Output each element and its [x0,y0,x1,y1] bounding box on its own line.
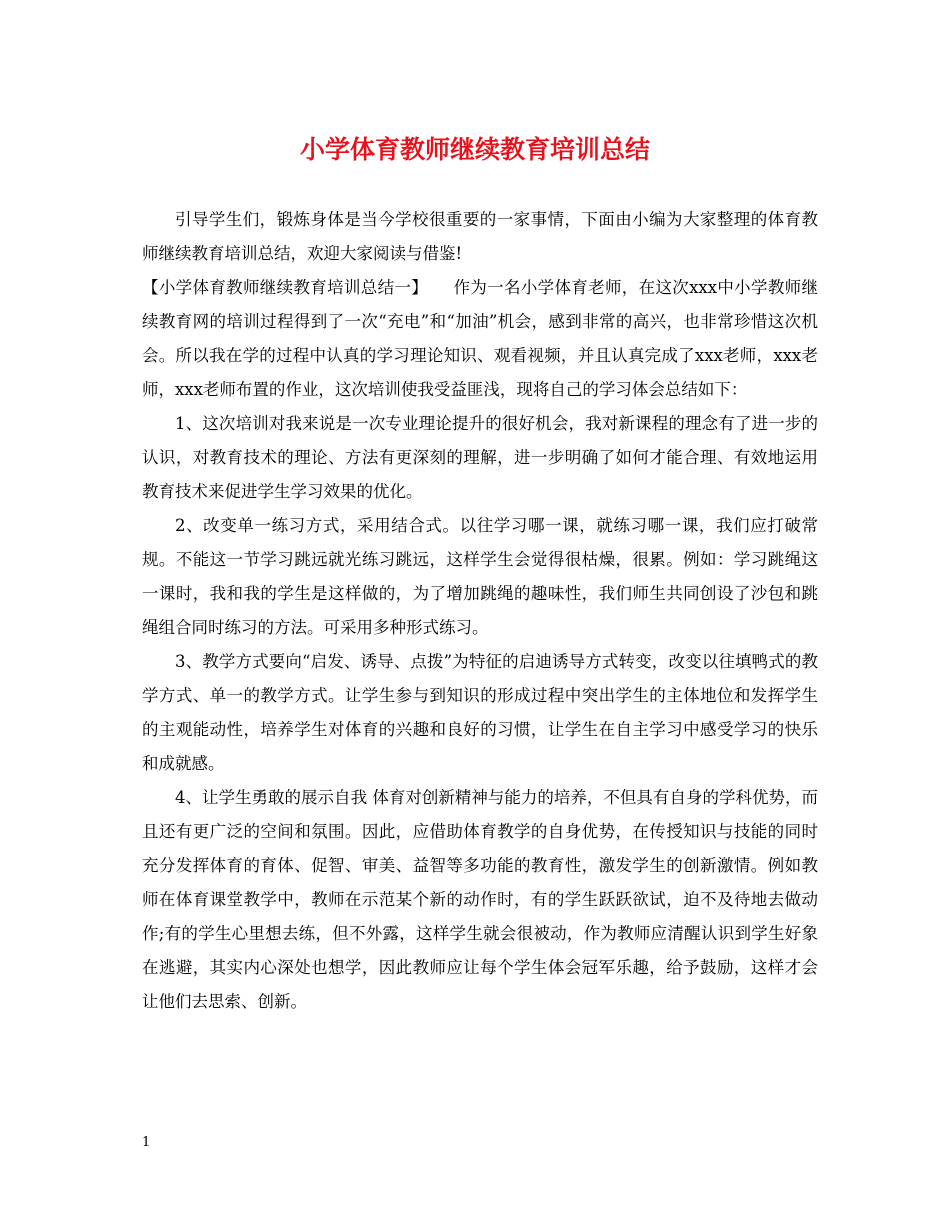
point-three-paragraph: 3、教学方式要向“启发、诱导、点拨”为特征的启迪诱导方式转变，改变以往填鸭式的教学方式、单一的教学方式。让学生参与到知识的形成过程中突出学生的主体地位和发挥学生的主观能动性，培养学生对体育的兴趣和良好的习惯，让学生在自主学习中感受学习的快乐和成就感。 [142,652,818,773]
intro-paragraph: 引导学生们，锻炼身体是当今学校很重要的一家事情，下面由小编为大家整理的体育教师继续教育培训总结，欢迎大家阅读与借鉴! [142,210,818,263]
point-two-paragraph: 2、改变单一练习方式，采用结合式。以往学习哪一课，就练习哪一课，我们应打破常规。不能这一节学习跳远就光练习跳远，这样学生会觉得很枯燥，很累。例如：学习跳绳这一课时，我和我的学生是这样做的，为了增加跳绳的趣味性，我们师生共同创设了沙包和跳绳组合同时练习的方法。可采用多种形式练习。 [142,516,818,637]
section-one-paragraph: 【小学体育教师继续教育培训总结一】 作为一名小学体育老师，在这次xxx中小学教师继续教育网的培训过程得到了一次“充电”和“加油”机会，感到非常的高兴，也非常珍惜这次机会。所以我在学的过程中认真的学习理论知识、观看视频，并且认真完成了xxx老师，xxx老师，xxx老师布置的作业，这次培训使我受益匪浅，现将自己的学习体会总结如下： [142,278,818,399]
document-title: 小学体育教师继续教育培训总结 [299,135,650,164]
point-one-paragraph: 1、这次培训对我来说是一次专业理论提升的很好机会，我对新课程的理念有了进一步的认识，对教育技术的理论、方法有更深刻的理解，进一步明确了如何才能合理、有效地运用教育技术来促进学生学习效果的优化。 [142,414,818,501]
point-four-paragraph: 4、让学生勇敢的展示自我 体育对创新精神与能力的培养，不但具有自身的学科优势，而且还有更广泛的空间和氛围。因此，应借助体育教学的自身优势，在传授知识与技能的同时充分发挥体育的育体、促智、审美、益智等多功能的教育性，激发学生的创新激情。例如教师在体育课堂教学中，教师在示范某个新的动作时，有的学生跃跃欲试，迫不及待地去做动作;有的学生心里想去练，但不外露，这样学生就会很被动，作为教师应清醒认识到学生好象在逃避，其实内心深处也想学，因此教师应让每个学生体会冠军乐趣，给予鼓励，这样才会让他们去思索、创新。 [142,788,818,1011]
page-number: 1 [142,1135,151,1150]
document-body [142,203,818,1019]
